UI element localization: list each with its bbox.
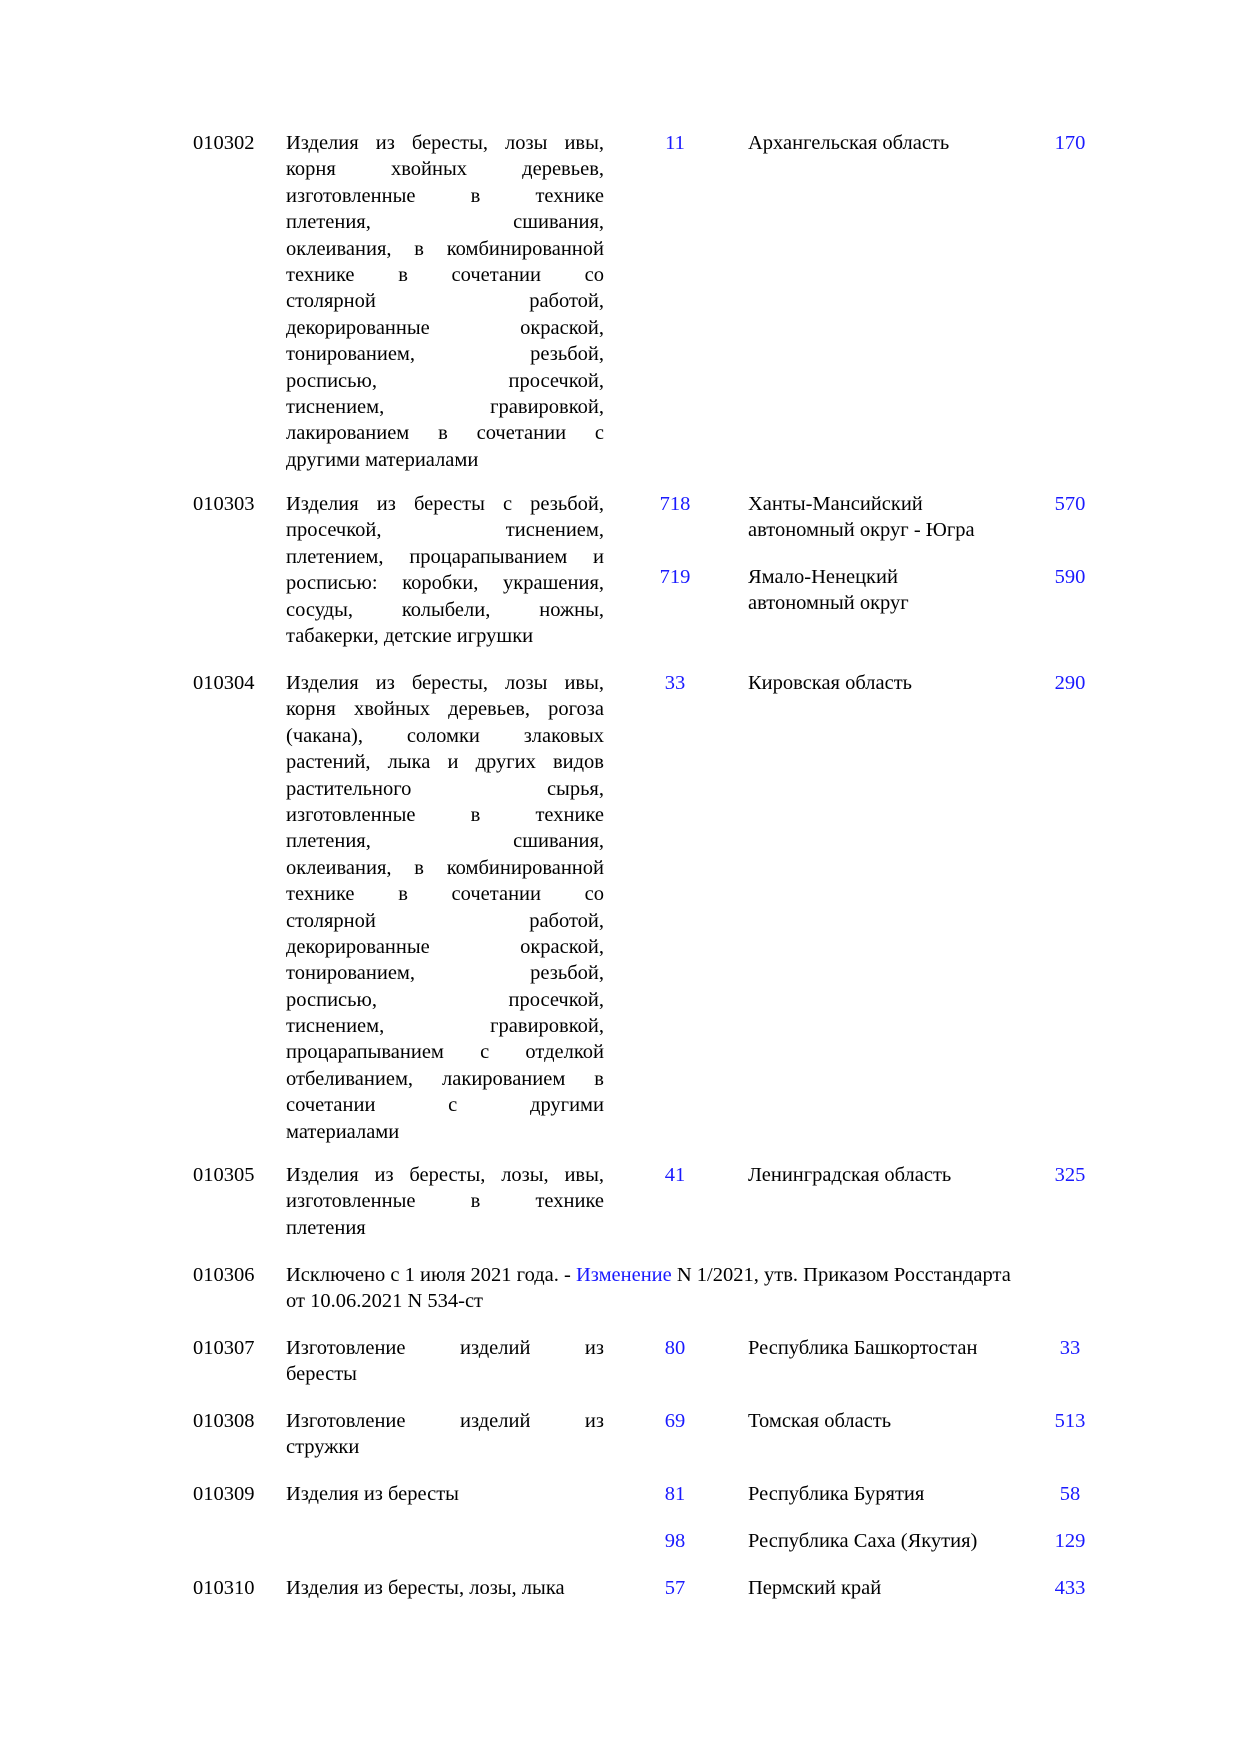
region-code-link[interactable]: 433 [1054,1577,1086,1599]
okato-link[interactable]: 33 [664,672,686,694]
description-line: изготовленные в технике [286,184,604,207]
description-line: процарапыванием с отделкой [286,1041,604,1064]
product-description [286,1575,604,1601]
description-line: Изделия из бересты, лозы, ивы, [286,1164,604,1186]
description-line: стружки [286,1436,360,1459]
description-line: декорированные окраской, [286,935,604,958]
amendment-link[interactable]: Изменение [575,1264,672,1286]
region-name [748,491,1018,544]
product-code: 010308 [193,1410,255,1432]
description-line: изготовленные в технике [286,803,604,826]
description-line: тонированием, резьбой, [286,343,604,366]
description-line: Изделия из бересты, лозы ивы, [286,672,604,694]
description-line: Изделия из бересты, лозы, лыка [286,1577,565,1599]
description-line: другими материалами [286,448,479,471]
description-line: плетением, процарапыванием и [286,545,604,568]
description-line: табакерки, детские игрушки [286,624,534,647]
description-line: декорированные окраской, [286,316,604,339]
region-name: Томская область [748,1410,892,1432]
description-line: технике в сочетании со [286,263,604,286]
product-code: 010304 [193,672,255,694]
product-description [286,1162,604,1241]
region-name-line: автономный округ - Югра [748,519,975,542]
product-description [286,491,604,649]
region-name: Республика Башкортостан [748,1337,978,1359]
description-line: столярной работой, [286,290,604,313]
okato-link[interactable]: 57 [664,1577,686,1599]
product-description [286,670,604,1145]
region-code-link[interactable]: 590 [1054,566,1086,588]
product-description [286,1408,604,1461]
region-name-line: Ямало-Ненецкий [748,566,898,588]
description-line: росписью, просечкой, [286,988,604,1011]
description-line: лакированием в сочетании с [286,422,604,445]
region-name: Архангельская область [748,132,950,154]
description-line: тиснением, гравировкой, [286,1015,604,1038]
description-line: росписью, просечкой, [286,369,604,392]
description-line: плетения [286,1216,366,1239]
region-code-link[interactable]: 290 [1054,672,1086,694]
okato-link[interactable]: 719 [659,566,691,588]
product-description [286,130,604,473]
product-description [286,1335,604,1388]
description-line: плетения, сшивания, [286,830,604,853]
region-name-line: автономный округ [748,592,909,615]
description-line: росписью: коробки, украшения, [286,572,604,595]
description-line: технике в сочетании со [286,883,604,906]
description-line: оклеивания, в комбинированной [286,237,604,260]
region-name: Кировская область [748,672,913,694]
product-code: 010303 [193,493,255,515]
description-line: (чакана), соломки злаковых [286,724,604,747]
product-code: 010310 [193,1577,255,1599]
description-line: материалами [286,1120,400,1143]
region-name [748,564,1018,617]
region-code-link[interactable]: 129 [1054,1530,1086,1552]
description-line: Изделия из бересты с резьбой, [286,493,604,515]
product-code: 010309 [193,1483,255,1505]
region-code-link[interactable]: 170 [1054,132,1086,154]
description-line: отбеливанием, лакированием в [286,1067,604,1090]
description-line: сосуды, колыбели, ножны, [286,598,604,621]
description-line: корня хвойных деревьев, [286,158,604,181]
region-name: Ленинградская область [748,1164,952,1186]
description-line: тонированием, резьбой, [286,962,604,985]
description-line: корня хвойных деревьев, рогоза [286,698,604,721]
region-name: Республика Бурятия [748,1483,925,1505]
okato-link[interactable]: 69 [664,1410,686,1432]
exclusion-text: Исключено с 1 июля 2021 года. - [286,1264,576,1286]
product-description [286,1481,604,1507]
description-line: Изделия из бересты [286,1483,459,1505]
product-code: 010307 [193,1337,255,1359]
description-line: просечкой, тиснением, [286,519,604,542]
region-name: Республика Саха (Якутия) [748,1530,978,1552]
description-line: Изготовление изделий из [286,1337,604,1359]
product-code: 010306 [193,1264,255,1286]
description-line: сочетании с другими [286,1094,604,1117]
okato-link[interactable]: 718 [659,493,691,515]
description-line: изготовленные в технике [286,1190,604,1213]
description-line: столярной работой, [286,909,604,932]
description-line: тиснением, гравировкой, [286,395,604,418]
region-code-link[interactable]: 58 [1059,1483,1081,1505]
region-code-link[interactable]: 513 [1054,1410,1086,1432]
exclusion-note [286,1262,1116,1315]
description-line: Изделия из бересты, лозы ивы, [286,132,604,154]
description-line: плетения, сшивания, [286,211,604,234]
region-name: Пермский край [748,1577,882,1599]
region-name-line: Ханты-Мансийский [748,493,923,515]
description-line: бересты [286,1363,357,1386]
exclusion-text-line2: от 10.06.2021 N 534-ст [286,1290,484,1313]
region-code-link[interactable]: 570 [1054,493,1086,515]
okato-link[interactable]: 98 [664,1530,686,1552]
okato-link[interactable]: 81 [664,1483,686,1505]
product-code: 010302 [193,132,255,154]
region-code-link[interactable]: 325 [1054,1164,1086,1186]
description-line: оклеивания, в комбинированной [286,856,604,879]
description-line: растительного сырья, [286,777,604,800]
okato-link[interactable]: 41 [664,1164,686,1186]
okato-link[interactable]: 11 [665,132,685,154]
region-code-link[interactable]: 33 [1059,1337,1081,1359]
okato-link[interactable]: 80 [664,1337,686,1359]
description-line: растений, лыка и других видов [286,751,604,774]
description-line: Изготовление изделий из [286,1410,604,1432]
exclusion-text: N 1/2021, утв. Приказом Росстандарта [671,1264,1011,1286]
product-code: 010305 [193,1164,255,1186]
